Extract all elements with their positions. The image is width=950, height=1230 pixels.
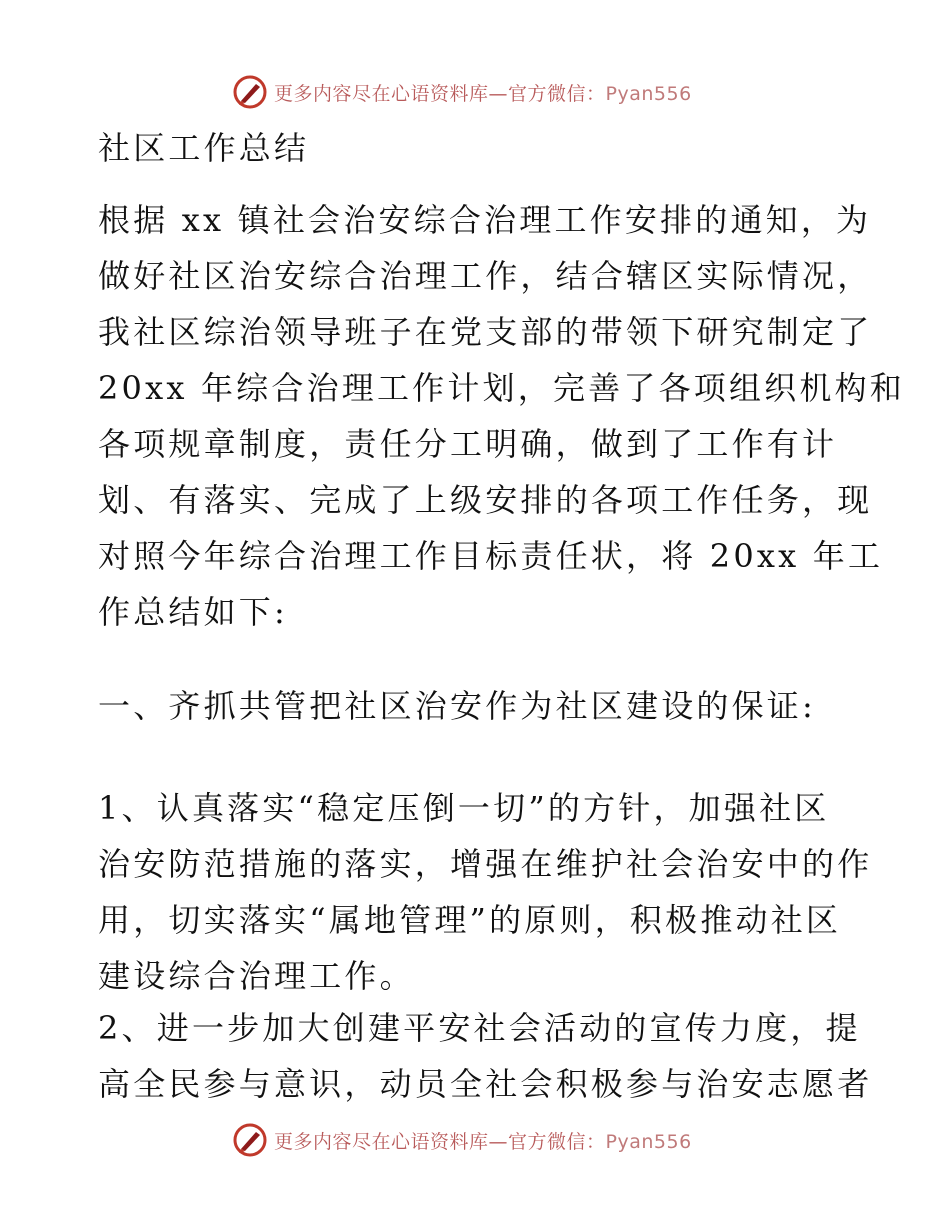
text-line: 根据 xx 镇社会治安综合治理工作安排的通知，为 — [98, 201, 872, 239]
paragraph-intro — [98, 192, 905, 640]
document-title: 社区工作总结 — [98, 129, 310, 167]
pen-logo-icon — [232, 1122, 268, 1158]
paragraph-item-2 — [98, 1000, 873, 1112]
section-heading-1 — [98, 678, 868, 734]
watermark-main-text: 更多内容尽在心语资料库—官方微信： — [274, 82, 606, 105]
text-line: 各项规章制度，责任分工明确，做到了工作有计 — [98, 425, 838, 463]
text-line: 高全民参与意识，动员全社会积极参与治安志愿者 — [98, 1065, 873, 1103]
text-line: 我社区综治领导班子在党支部的带领下研究制定了 — [98, 313, 873, 351]
text-line: 划、有落实、完成了上级安排的各项工作任务，现 — [98, 481, 873, 519]
watermark-text — [274, 79, 692, 106]
text-line: 1、认真落实“稳定压倒一切”的方针，加强社区 — [98, 789, 830, 827]
text-line: 20xx 年综合治理工作计划，完善了各项组织机构和 — [98, 369, 905, 407]
paragraph-item-1 — [98, 780, 873, 1004]
text-line: 做好社区治安综合治理工作，结合辖区实际情况， — [98, 257, 873, 295]
text-line: 对照今年综合治理工作目标责任状，将 20xx 年工 — [98, 537, 884, 575]
wechat-id: Pyan556 — [605, 82, 692, 105]
watermark-banner-top — [232, 72, 692, 112]
watermark-text — [274, 1127, 692, 1154]
text-line: 一、齐抓共管把社区治安作为社区建设的保证: — [98, 687, 816, 725]
text-line: 2、进一步加大创建平安社会活动的宣传力度，提 — [98, 1009, 861, 1047]
text-line: 用，切实落实“属地管理”的原则，积极推动社区 — [98, 901, 842, 939]
text-line: 作总结如下: — [98, 593, 288, 631]
text-line: 建设综合治理工作。 — [98, 957, 415, 995]
watermark-banner-bottom — [232, 1120, 692, 1160]
wechat-id: Pyan556 — [605, 1130, 692, 1153]
text-line: 治安防范措施的落实，增强在维护社会治安中的作 — [98, 845, 873, 883]
pen-logo-icon — [232, 74, 268, 110]
watermark-main-text: 更多内容尽在心语资料库—官方微信： — [274, 1130, 606, 1153]
